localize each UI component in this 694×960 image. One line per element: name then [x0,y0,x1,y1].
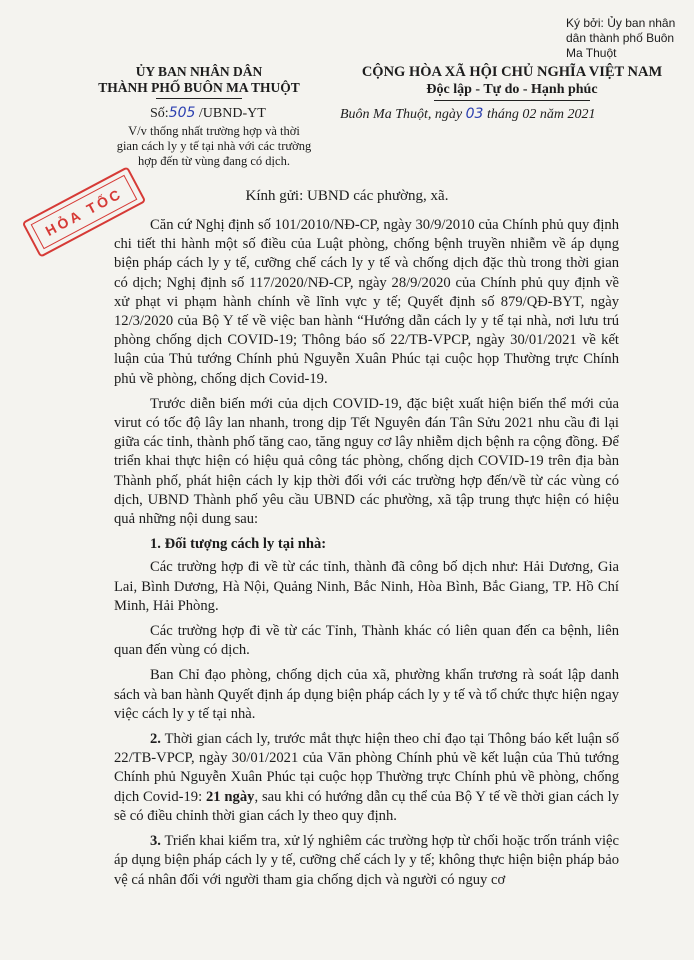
paragraph-related-cases: Các trường hợp đi về từ các Tỉnh, Thành khác có liên quan đến ca bệnh, liên quan đến vùng có dịch. [114,623,619,659]
handwritten-number: 505 [168,105,196,121]
paragraph-provinces: Các trường hợp đi về từ các tỉnh, thành đã công bố dịch như: Hải Dương, Gia Lai, Bình Dương, Hà Nội, Quảng Ninh, Bắc Ninh, Hòa Bình, Bắc Giang, TP. Hồ Chí Minh, Hải Phòng. [114,559,619,614]
document-body [114,216,619,896]
issuer-line-2: THÀNH PHỐ BUÔN MA THUỘT [98,80,300,95]
document-subject: V/v thống nhất trường hợp và thời gian cách ly y tế tại nhà với các trường hợp đến từ vùng đang có dịch. [116,124,312,168]
national-header [330,64,694,101]
national-motto: Độc lập - Tự do - Hạnh phúc [426,82,598,97]
urgent-stamp-text: HỎA TỐC [31,175,138,249]
signature-line-1: Ký bởi: Ủy ban nhân [566,16,676,30]
paragraph-inspection: 3. Triển khai kiểm tra, xử lý nghiêm các trường hợp từ chối hoặc trốn tránh việc áp dụng biện pháp cách ly y tế, cưỡng chế cách ly y tế; không thực hiện biện pháp bảo vệ cá nhân đối với người tham gia chống dịch và người có nguy cơ [114,833,619,888]
recipient-greeting: Kính gửi: UBND các phường, xã. [245,188,449,204]
section-heading-1: 1. Đối tượng cách ly tại nhà: [150,536,327,553]
motto-underline [434,100,590,101]
digital-signature-note [566,16,690,61]
issuer-underline [156,98,242,99]
document-number: Số:505 /UBND-YT [150,105,266,121]
paragraph-isolation-time: 2. Thời gian cách ly, trước mắt thực hiện theo chỉ đạo tại Thông báo kết luận số 22/TB-VPCP, ngày 30/01/2021 của Văn phòng Chính phủ về kết luận của Thủ tướng Chính phủ Nguyễn Xuân Phúc tại cuộc họp Thường trực Chính phủ về phòng, chống dịch Covid-19: 21 ngày, sau khi có hướng dẫn cụ thể của Bộ Y tế về thời gian cách ly sẽ có điều chỉnh thời gian cách ly theo quy định. [114,731,619,824]
national-title: CỘNG HÒA XÃ HỘI CHỦ NGHĨA VIỆT NAM [361,64,663,80]
paragraph-steering-board: Ban Chỉ đạo phòng, chống dịch của xã, phường khẩn trương rà soát lập danh sách và ban hành Quyết định áp dụng biện pháp cách ly y tế và tổ chức thực hiện ngay việc cách ly y tế tại nhà. [114,667,619,722]
paragraph-context: Trước diễn biến mới của dịch COVID-19, đặc biệt xuất hiện biến thể mới của virut có tốc độ lây lan nhanh, trong dịp Tết Nguyên đán Tân Sửu 2021 nhu cầu đi lại giữa các tỉnh, thành phố tăng cao, tăng nguy cơ lây nhiễm dịch bệnh ra cộng đồng. Để triển khai thực hiện có hiệu quả công tác phòng, chống dịch COVID-19 trên địa bàn Thành phố, phát hiện cách ly kịp thời đối với các trường hợp đến/về từ các vùng có dịch, UBND Thành phố yêu cầu UBND các phường, xã tập trung thực hiện có hiệu quả những nội dung sau: [114,395,619,528]
issuer-header [68,64,330,99]
handwritten-day: 03 [465,106,484,122]
signature-line-3: Ma Thuột [566,46,617,60]
document-date: Buôn Ma Thuột, ngày 03 tháng 02 năm 2021 [340,106,596,122]
issuer-line-1: ỦY BAN NHÂN DÂN [135,64,263,79]
paragraph-legal-basis: Căn cứ Nghị định số 101/2010/NĐ-CP, ngày 30/9/2010 của Chính phủ quy định chi tiết thi hành một số điều của Luật phòng, chống bệnh truyền nhiễm về áp dụng biện pháp cách ly y tế, cưỡng chế cách ly y tế và chống dịch đặc thù trong thời gian có dịch; Nghị định số 117/2020/NĐ-CP, ngày 28/9/2020 của Chính phủ quy định về xử phạt vi phạm hành chính về lĩnh vực y tế; Quyết định số 879/QĐ-BYT, ngày 12/3/2020 của Bộ Y tế về việc ban hành “Hướng dẫn cách ly y tế tại nhà, nơi lưu trú phòng chống dịch COVID-19; Thông báo số 22/TB-VPCP, ngày 30/01/2021 về kết luận của Thủ tướng Chính phủ Nguyễn Xuân Phúc tại cuộc họp Thường trực Chính phủ về phòng, chống dịch Covid-19. [114,217,619,387]
signature-line-2: dân thành phố Buôn [566,31,675,45]
